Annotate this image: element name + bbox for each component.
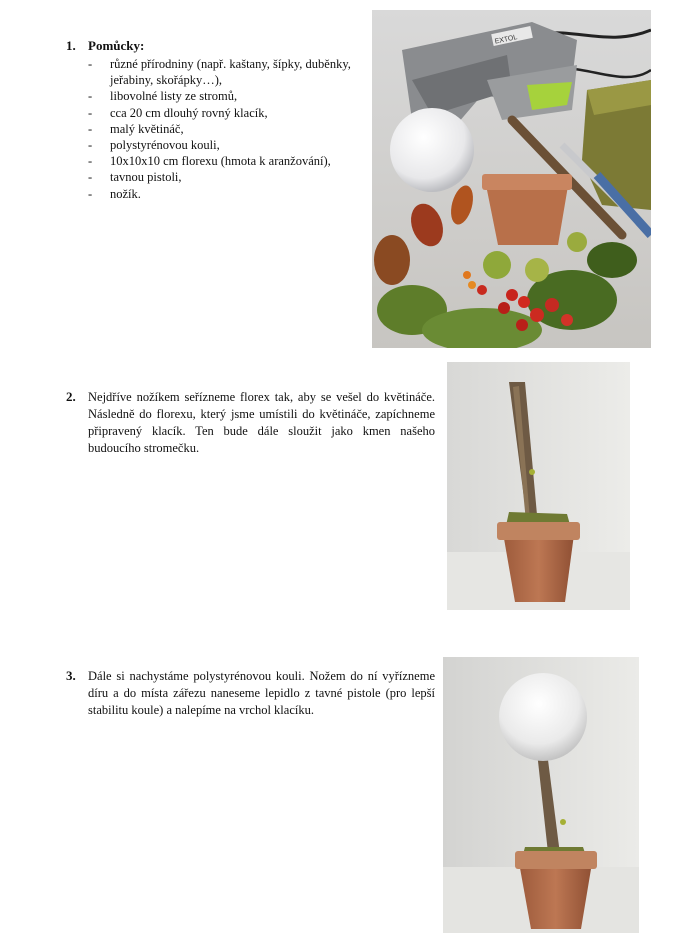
step-3-number: 3. bbox=[66, 668, 76, 683]
materials-list bbox=[88, 56, 358, 202]
step-2-number: 2. bbox=[66, 389, 76, 404]
list-item: - libovolné listy ze stromů, bbox=[88, 88, 358, 104]
stick-in-pot-photo bbox=[447, 362, 630, 610]
list-item: - cca 20 cm dlouhý rovný klacík, bbox=[88, 105, 358, 121]
step-3-text: Dále si nachystáme polystyrénovou kouli. Nožem do ní vyřízneme díru a do místa zářezu naneseme lepidlo z tavné pistole (pro lepší stabilitu koule) a nalepíme na vrchol klacíku. bbox=[88, 669, 435, 717]
list-item: - polystyrénovou kouli, bbox=[88, 137, 358, 153]
materials-photo bbox=[372, 10, 651, 348]
list-item: - nožík. bbox=[88, 186, 358, 202]
step-1-number: 1. bbox=[66, 38, 76, 53]
list-item: - různé přírodniny (např. kaštany, šípky, duběnky, jeřabiny, skořápky…), bbox=[88, 56, 358, 88]
list-item: - 10x10x10 cm florexu (hmota k aranžování), bbox=[88, 153, 358, 169]
list-item: - malý květináč, bbox=[88, 121, 358, 137]
brand-label: EXTOL bbox=[494, 34, 518, 46]
materials-heading: Pomůcky: bbox=[88, 38, 145, 53]
ball-on-stick-photo bbox=[443, 657, 639, 933]
step-2-text: Nejdříve nožíkem seřízneme florex tak, aby se vešel do květináče. Následně do florexu, který jsme umístili do květináče, zapíchneme připravený klacík. Ten bude dále sloužit jako kmen našeho budoucího stromečku. bbox=[88, 390, 435, 455]
list-item: - tavnou pistoli, bbox=[88, 169, 358, 185]
